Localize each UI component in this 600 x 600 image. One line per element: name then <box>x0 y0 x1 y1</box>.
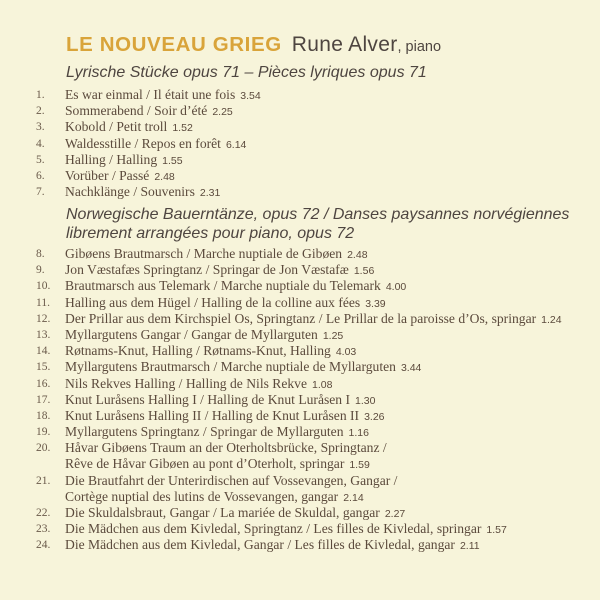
track-title <box>65 311 562 328</box>
track-number: 19. <box>36 426 51 439</box>
track-number: 20. <box>36 442 51 455</box>
track-title <box>65 168 175 185</box>
track-title <box>65 521 507 538</box>
track-row <box>0 168 600 184</box>
track-title-text: Cortège nuptial des lutins de Vossevangen, gangar <box>65 488 339 504</box>
track-number: 3. <box>36 121 45 134</box>
track-title <box>65 262 374 279</box>
track-number: 7. <box>36 186 45 199</box>
album-title <box>66 33 441 57</box>
track-number: 13. <box>36 328 51 341</box>
track-title-text: Vorüber / Passé <box>65 167 150 183</box>
track-title-text: Der Prillar aus dem Kirchspiel Os, Springtanz / Le Prillar de la paroisse d’Os, springar <box>65 310 537 326</box>
track-number: 16. <box>36 377 51 390</box>
track-title <box>65 376 332 393</box>
track-number: 2. <box>36 105 45 118</box>
track-number: 1. <box>36 89 45 101</box>
track-number: 11. <box>36 296 50 309</box>
track-number: 18. <box>36 409 51 422</box>
track-number: 22. <box>36 507 51 519</box>
track-number: 14. <box>36 345 51 358</box>
track-title <box>65 408 385 425</box>
track-row <box>0 521 600 537</box>
track-title <box>65 119 193 136</box>
track-row <box>0 392 600 408</box>
track-duration: 3.54 <box>240 90 261 102</box>
section-title-line: librement arrangées pour piano, opus 72 <box>66 225 355 242</box>
track-duration: 1.08 <box>312 378 333 391</box>
track-list-opus-71 <box>0 87 600 200</box>
track-duration: 1.30 <box>355 394 376 407</box>
track-number: 12. <box>36 312 51 325</box>
track-duration: 1.25 <box>322 329 344 342</box>
track-row <box>0 408 600 424</box>
track-title-text: Halling / Halling <box>65 151 158 167</box>
track-row <box>0 278 600 294</box>
track-title <box>65 392 375 409</box>
track-row <box>0 440 600 456</box>
track-row <box>0 295 600 311</box>
track-title-text: Knut Luråsens Halling II / Halling de Knut Luråsen II <box>65 407 360 423</box>
track-title-text: Es war einmal / Il était une fois <box>65 87 236 102</box>
artist-name: Rune Alver <box>291 33 398 56</box>
track-title <box>65 359 421 376</box>
track-number: 6. <box>36 169 45 182</box>
track-row <box>0 246 600 262</box>
track-title-text: Gibøens Brautmarsch / Marche nuptiale de Gibøen <box>65 246 343 261</box>
section-title-line: Norwegische Bauerntänze, opus 72 / Danses paysannes norvégiennes <box>66 206 570 223</box>
track-duration: 2.48 <box>347 249 368 261</box>
instrument: , piano <box>397 39 442 55</box>
track-number: 23. <box>36 523 51 536</box>
track-title <box>65 152 183 169</box>
section-title-lyric-pieces: Lyrische Stücke opus 71 – Pièces lyriques opus 71 <box>66 64 427 81</box>
track-duration: 2.31 <box>199 187 221 200</box>
track-title-text: Nachklänge / Souvenirs <box>65 184 195 200</box>
track-duration: 2.27 <box>384 508 406 520</box>
track-number: 21. <box>36 474 51 487</box>
track-title-text: Håvar Gibøens Traum an der Oterholtsbrücke, Springtanz / <box>65 440 387 456</box>
track-row <box>0 327 600 343</box>
track-title <box>65 327 343 344</box>
track-row <box>0 359 600 375</box>
track-number: 4. <box>36 137 45 150</box>
track-title <box>65 295 386 312</box>
track-duration: 3.39 <box>365 297 386 310</box>
track-title <box>65 87 261 104</box>
track-row <box>0 119 600 135</box>
track-title <box>65 278 406 295</box>
track-duration: 2.14 <box>343 491 364 504</box>
track-duration: 1.56 <box>353 265 375 278</box>
track-title <box>65 505 405 522</box>
track-title-text: Die Skuldalsbraut, Gangar / La mariée de Skuldal, gangar <box>65 505 380 520</box>
track-row <box>0 262 600 278</box>
track-row <box>0 184 600 200</box>
track-number: 8. <box>36 248 45 260</box>
track-title-text: Jon Væstafæs Springtanz / Springar de Jon Væstafæ <box>65 262 349 278</box>
track-title-text: Waldesstille / Repos en forêt <box>65 135 221 151</box>
track-number: 10. <box>36 280 51 293</box>
track-row <box>0 424 600 440</box>
track-title-text: Nils Rekves Halling / Halling de Nils Rekve <box>65 375 308 391</box>
track-row-continuation <box>0 456 600 472</box>
track-row <box>0 343 600 359</box>
track-title <box>65 537 480 554</box>
track-title-text: Brautmarsch aus Telemark / Marche nuptiale du Telemark <box>65 278 381 294</box>
track-title <box>65 343 356 360</box>
track-duration: 1.24 <box>541 313 562 326</box>
track-number: 17. <box>36 393 51 406</box>
track-row <box>0 136 600 152</box>
track-row <box>0 473 600 489</box>
track-duration: 1.57 <box>486 524 507 537</box>
track-title <box>65 184 220 201</box>
track-title-text: Myllargutens Springtanz / Springar de Myllarguten <box>65 424 344 440</box>
track-number: 24. <box>36 539 51 552</box>
track-duration: 3.44 <box>400 362 422 375</box>
track-title-text: Røtnams-Knut, Halling / Røtnams-Knut, Halling <box>65 343 331 359</box>
track-title <box>65 246 368 263</box>
track-row <box>0 311 600 327</box>
track-row <box>0 505 600 521</box>
track-title-text: Die Brautfahrt der Unterirdischen auf Vossevangen, Gangar / <box>65 472 398 488</box>
track-list-opus-72 <box>0 246 600 554</box>
track-duration: 6.14 <box>225 138 247 151</box>
track-duration: 1.52 <box>172 122 193 135</box>
track-title <box>65 103 233 120</box>
track-title <box>65 440 387 456</box>
track-row-continuation <box>0 489 600 505</box>
track-row <box>0 103 600 119</box>
track-row <box>0 537 600 553</box>
track-number: 9. <box>36 264 45 277</box>
track-title-text: Die Mädchen aus dem Kivledal, Gangar / Les filles de Kivledal, gangar <box>65 537 455 553</box>
track-title <box>65 489 364 506</box>
track-title-text: Sommerabend / Soir d’été <box>65 103 208 119</box>
track-number: 5. <box>36 153 45 166</box>
track-duration: 1.55 <box>162 154 183 167</box>
track-duration: 2.11 <box>459 540 480 553</box>
track-title-text: Knut Luråsens Halling I / Halling de Knut Luråsen I <box>65 391 351 407</box>
track-duration: 3.26 <box>364 410 385 423</box>
track-row <box>0 376 600 392</box>
track-duration: 1.59 <box>349 459 370 472</box>
track-title-text: Myllargutens Brautmarsch / Marche nuptiale de Myllarguten <box>65 359 396 375</box>
track-title-text: Rêve de Håvar Gibøen au pont d’Oterholt, springar <box>65 456 345 472</box>
track-duration: 2.25 <box>212 106 233 119</box>
track-title-text: Kobold / Petit troll <box>65 119 168 135</box>
track-title <box>65 473 397 489</box>
track-duration: 4.00 <box>385 281 407 294</box>
track-title-text: Die Mädchen aus dem Kivledal, Springtanz / Les filles de Kivledal, springar <box>65 521 482 537</box>
track-row <box>0 87 600 103</box>
track-title <box>65 424 369 441</box>
track-title-text: Myllargutens Gangar / Gangar de Myllarguten <box>65 326 318 342</box>
track-duration: 4.03 <box>335 346 357 359</box>
track-title <box>65 456 370 473</box>
track-title <box>65 136 246 153</box>
track-duration: 1.16 <box>348 427 369 440</box>
track-number: 15. <box>36 361 51 374</box>
track-title-text: Halling aus dem Hügel / Halling de la colline aux fées <box>65 294 361 310</box>
section-title-peasant-dances <box>66 205 569 243</box>
series-title: LE NOUVEAU GRIEG <box>66 33 282 56</box>
track-row <box>0 152 600 168</box>
track-duration: 2.48 <box>154 170 175 183</box>
